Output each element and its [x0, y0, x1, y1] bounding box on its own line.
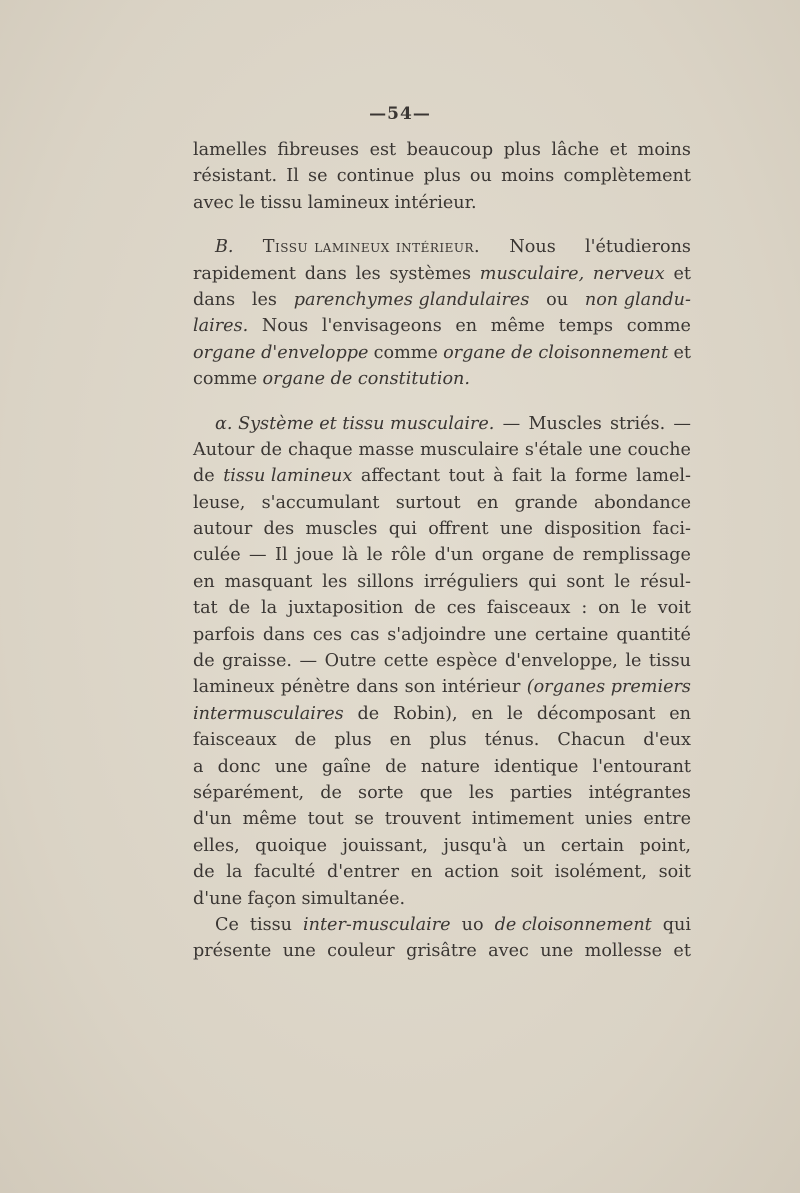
text-line: leuse, s'accumulant surtout en grande abondance	[193, 492, 691, 513]
page-number: —54—	[369, 104, 431, 124]
text-line: comme organe de constitution.	[193, 369, 470, 390]
text-line: résistant. Il se continue plus ou moins complètement	[193, 166, 691, 187]
text-line: faisceaux de plus en plus ténus. Chacun d'eux	[193, 730, 691, 751]
text-line: intermusculaires de Robin), en le décomposant en	[193, 703, 691, 724]
text-line: Autour de chaque masse musculaire s'étale une couche	[193, 439, 691, 460]
text-line: lamelles fibreuses est beaucoup plus lâche et moins	[193, 140, 691, 160]
body-text	[193, 137, 691, 965]
text-line: dans les parenchymes glandulaires ou non glandu-	[193, 289, 691, 310]
text-line: a donc une gaîne de nature identique l'entourant	[193, 756, 691, 777]
text-line: B. Tissu lamineux intérieur. Nous l'étudierons	[193, 234, 691, 260]
text-line: séparément, de sorte que les parties intégrantes	[193, 782, 691, 803]
section-heading: Tissu lamineux intérieur.	[262, 237, 481, 258]
text-line: tat de la juxtaposition de ces faisceaux : on le voit	[193, 598, 691, 619]
text-line: de tissu lamineux affectant tout à fait la forme lamel-	[193, 466, 691, 487]
subsection-heading: α. Système et tissu musculaire.	[215, 413, 495, 434]
text-line: avec le tissu lamineux intérieur.	[193, 192, 477, 213]
text-line: laires. Nous l'envisageons en même temps comme	[193, 316, 691, 337]
text-line: organe d'enveloppe comme organe de cloisonnement et	[193, 342, 691, 363]
text-line: de la faculté d'entrer en action soit isolément, soit	[193, 862, 691, 883]
text-line: rapidement dans les systèmes musculaire, nerveux et	[193, 263, 691, 284]
text-line: d'une façon simultanée.	[193, 888, 406, 909]
text-line: Ce tissu inter-musculaire uo de cloisonnement qui	[215, 914, 691, 935]
text-line: présente une couleur grisâtre avec une mollesse et	[193, 941, 691, 962]
text-line: culée — Il joue là le rôle d'un organe de remplissage	[193, 545, 691, 566]
text-line: en masquant les sillons irréguliers qui sont le résul-	[193, 571, 691, 592]
text-line: α. Système et tissu musculaire. — Muscles striés. —	[193, 411, 691, 437]
text-line: de graisse. — Outre cette espèce d'enveloppe, le tissu	[193, 651, 691, 672]
text-line: autour des muscles qui offrent une disposition faci-	[193, 519, 691, 540]
text-line: parfois dans ces cas s'adjoindre une certaine quantité	[193, 624, 691, 645]
text-line: lamineux pénètre dans son intérieur (organes premiers	[193, 677, 691, 698]
text-line: elles, quoique jouissant, jusqu'à un certain point,	[193, 835, 691, 856]
text-line: d'un même tout se trouvent intimement unies entre	[193, 809, 691, 830]
